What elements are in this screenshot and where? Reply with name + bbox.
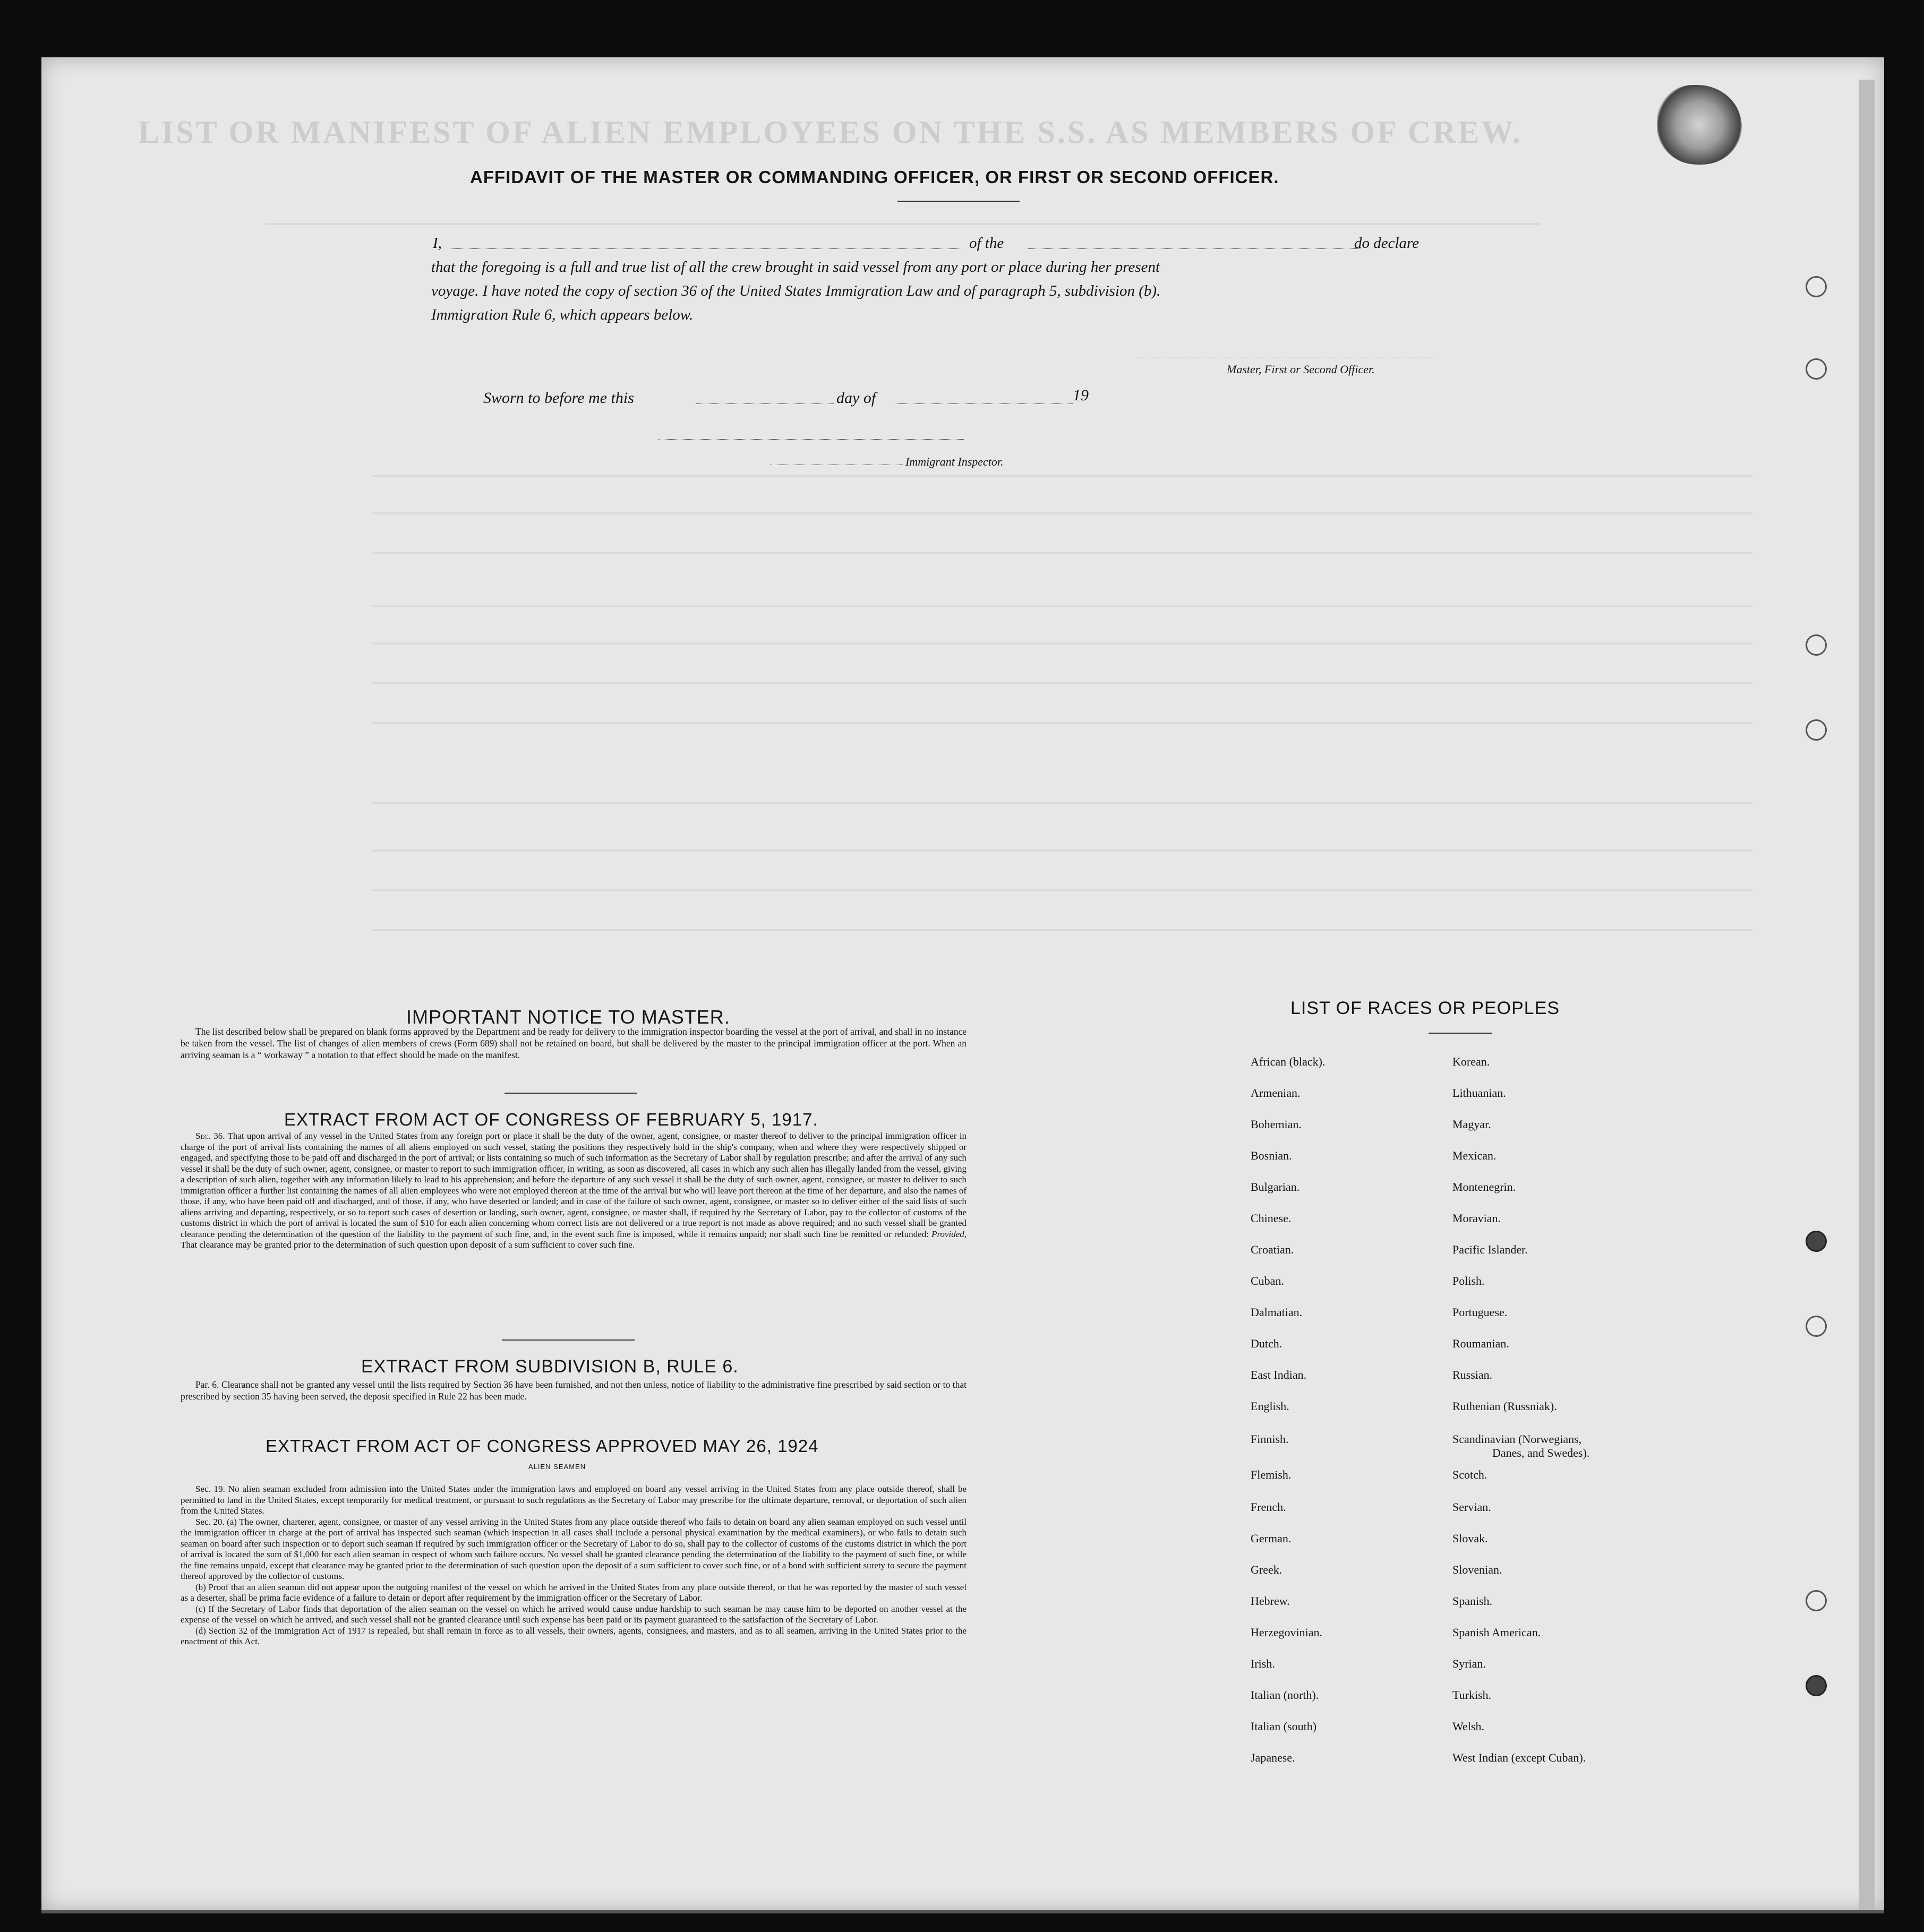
race-item: Servian. — [1452, 1500, 1491, 1514]
sec-20c-paragraph: (c) If the Secretary of Labor finds that deportation of the alien seaman on the vessel on which he arrived would cause undue hardship to such seaman he may cause him to be deported on another vessel at the expense of the vessel on which he arrived, and such vessel shall not be granted clearance until such expense has been paid or its payment guaranteed to the satisfaction of the Secretary of Labor. — [181, 1603, 967, 1625]
bleed-through-row — [372, 682, 1752, 684]
race-item: Spanish. — [1452, 1594, 1493, 1608]
punch-hole — [1806, 1675, 1827, 1696]
bleed-through-row — [372, 512, 1752, 514]
bleed-through-title: LIST OR MANIFEST OF ALIEN EMPLOYEES ON THE S.S. AS MEMBERS OF CREW. — [138, 115, 1523, 150]
sec-36-body: That upon arrival of any vessel in the United States from any foreign port or place it shall be the duty of the owner, agent, consignee, or master thereof to deliver to the principal immigration officer in charge of the port of arrival lists containing the names of all aliens employed on such vessel, stating the positions they respectively hold in the ship's company, when and where they were respectively shipped or engaged, and specifying those to be paid off and discharged in the port of arrival; or lists containing so much of such information as the Secretary of Labor shall by regulation prescribe; and after the arrival of any such vessel it shall be the duty of such owner, agent, consignee, or master to report to such immigration officer, in writing, as soon as discovered, all cases in which any such alien has illegally landed from the vessel, giving a description of such alien, together with any information likely to lead to his apprehension; and before the departure of any such vessel it shall be the duty of such owner, agent, consignee, or master to deliver to such immigration officer a further list containing the names of all alien employees who were not employed thereon at the time of the arrival but who will leave port thereon at the time of her departure, and also the names of those, if any, who have been paid off and discharged, and of those, if any, who have deserted or landed; and in case of the failure of such owner, agent, consignee, or master so to deliver either of the said lists of such aliens arriving and departing, respectively, or so to report such cases of desertion or landing, such owner, agent, consignee, or master shall, if required by the Secretary of Labor, pay to the collector of customs of the customs district in which the port of arrival is located the sum of $10 for each alien concerning whom correct lists are not delivered or a true report is not made as above required; and no such vessel shall be granted clearance pending the determination of the question of the liability to the payment of such fine, and, in the event such fine is imposed, while it remains unpaid; nor shall such fine be remitted or refunded: — [181, 1131, 967, 1239]
punch-hole — [1806, 634, 1827, 656]
affidavit-title: AFFIDAVIT OF THE MASTER OR COMMANDING OFFICER, OR FIRST OR SECOND OFFICER. — [470, 167, 1279, 187]
bleed-through-row — [372, 605, 1752, 607]
punch-hole — [1806, 276, 1827, 297]
affidavit-i: I, — [433, 235, 442, 252]
affidavit-line-3: Immigration Rule 6, which appears below. — [431, 306, 694, 323]
races-title: LIST OF RACES OR PEOPLES — [1290, 998, 1560, 1018]
race-item: Cuban. — [1251, 1274, 1284, 1287]
page-edge-bottom — [41, 1910, 1884, 1913]
race-item: French. — [1251, 1500, 1286, 1514]
race-item: Flemish. — [1251, 1468, 1292, 1481]
extract-1924-text — [181, 1484, 967, 1647]
sworn-month-line[interactable] — [895, 403, 1073, 404]
race-item: Korean. — [1452, 1055, 1490, 1068]
sec-20a-paragraph: Sec. 20. (a) The owner, charterer, agent, consignee, or master of any vessel arriving in the United States from any place outside thereof who fails to detain on board any alien seaman employed on such vessel until the immigration officer in charge at the port of arrival has inspected such seaman (which inspection in all cases shall include a personal physical examination by the medical examiners), or who fails to detain such seaman on board after such inspection or to deport such seaman if required by such immigration officer or the Secretary of Labor to do so, shall pay to the collector of customs of the customs district in which the port of arrival is located the sum of $1,000 for each alien seaman in respect of whom such failure occurs. No vessel shall be granted clearance pending the determination of the liability to the payment of such fine, or while the fine remains unpaid, except that clearance may be granted prior to the determination of such question upon the deposit of a sum sufficient to cover such fine, or of a bond with sufficient surety to secure the payment thereof approved by the collector of customs. — [181, 1516, 967, 1581]
race-item: Moravian. — [1452, 1212, 1501, 1225]
race-item: Armenian. — [1251, 1086, 1301, 1100]
race-item: Croatian. — [1251, 1243, 1294, 1256]
race-item: Roumanian. — [1452, 1337, 1509, 1350]
race-item: West Indian (except Cuban). — [1452, 1751, 1586, 1764]
race-item: Scotch. — [1452, 1468, 1487, 1481]
extract-1924-title: EXTRACT FROM ACT OF CONGRESS APPROVED MAY 26, 1924 — [266, 1436, 819, 1456]
race-item: Dutch. — [1251, 1337, 1282, 1350]
bleed-through-row — [372, 552, 1752, 554]
race-item: Slovenian. — [1452, 1563, 1502, 1576]
extract-rule6-text — [181, 1379, 967, 1402]
race-item: Montenegrin. — [1452, 1180, 1516, 1193]
bleed-through-row — [372, 889, 1752, 891]
extract-1917-text — [181, 1131, 967, 1251]
races-divider — [1429, 1033, 1492, 1034]
race-item: Herzegovinian. — [1251, 1626, 1322, 1639]
year-prefix: 19 — [1073, 387, 1089, 404]
extract-rule6-title: EXTRACT FROM SUBDIVISION B, RULE 6. — [361, 1356, 739, 1377]
bleed-through-row — [372, 802, 1752, 804]
page-edge-right — [1859, 80, 1875, 1911]
punch-hole — [1806, 1590, 1827, 1611]
sworn-text: Sworn to before me this — [483, 389, 634, 407]
inspector-label: Immigrant Inspector. — [905, 455, 1004, 468]
race-item: Japanese. — [1251, 1751, 1295, 1764]
bleed-through-row — [372, 475, 1752, 477]
race-item: Danes, and Swedes). — [1492, 1446, 1590, 1459]
notice-divider — [504, 1093, 637, 1094]
race-item: Bohemian. — [1251, 1118, 1302, 1131]
master-label: Master, First or Second Officer. — [1227, 363, 1375, 376]
race-item: Portuguese. — [1452, 1306, 1508, 1319]
affidavit-line-2: voyage. I have noted the copy of section 36 of the United States Immigration Law and of paragraph 5, subdivision (b). — [431, 282, 1161, 299]
sec-20d-paragraph: (d) Section 32 of the Immigration Act of 1917 is repealed, but shall remain in force as to all vessels, their owners, agents, consignees, and masters, and as to all seamen, arriving in the United States prior to the enactment of this Act. — [181, 1625, 967, 1646]
race-item: Finnish. — [1251, 1432, 1289, 1446]
race-item: Scandinavian (Norwegians, — [1452, 1432, 1582, 1446]
par-6-body: Clearance shall not be granted any vessel until the lists required by Section 36 have been furnished, and not then unless, notice of liability to the administrative fine prescribed by said section or to that prescribed by section 35 having been served, the deposit specified in Rule 22 has been made. — [181, 1379, 967, 1402]
bleed-through-row — [372, 929, 1752, 931]
affidavit-do-declare: do declare — [1354, 235, 1420, 252]
affidavit-of-the: of the — [969, 235, 1004, 252]
provided-label: Provided, — [931, 1229, 967, 1239]
race-item: East Indian. — [1251, 1368, 1307, 1381]
race-item: Lithuanian. — [1452, 1086, 1506, 1100]
race-item: English. — [1251, 1399, 1289, 1413]
race-item: Turkish. — [1452, 1688, 1492, 1702]
alien-seamen-subtitle: ALIEN SEAMEN — [528, 1463, 586, 1471]
race-item: Irish. — [1251, 1657, 1275, 1670]
bleed-through-row — [372, 642, 1752, 645]
extract-1917-title: EXTRACT FROM ACT OF CONGRESS OF FEBRUARY 5, 1917. — [284, 1110, 818, 1129]
race-item: Pacific Islander. — [1452, 1243, 1528, 1256]
race-item: Dalmatian. — [1251, 1306, 1303, 1319]
bleed-through-row — [266, 223, 1540, 225]
notice-title: IMPORTANT NOTICE TO MASTER. — [406, 1006, 730, 1028]
race-item: Greek. — [1251, 1563, 1282, 1576]
extract-1917-divider — [502, 1339, 635, 1341]
inspector-signature-line[interactable] — [659, 439, 964, 440]
race-item: Hebrew. — [1251, 1594, 1290, 1608]
notice-text — [181, 1026, 967, 1061]
notice-paragraph: The list described below shall be prepared on blank forms approved by the Department and be ready for delivery to the immigration inspector boarding the vessel at the port of arrival, and shall in no instance be taken from the vessel. The list of changes of alien members of crews (Form 689) shall not be retained on board, but shall be delivered by the master to the principal immigration officer at the port. When an arriving seaman is a “ workaway ” a notation to that effect should be made on the manifest. — [181, 1026, 967, 1060]
sec-36-end: That clearance may be granted prior to the determination of such question upon deposit of a sum sufficient to cover such fine. — [181, 1240, 635, 1250]
punch-hole — [1806, 1231, 1827, 1252]
race-item: Italian (north). — [1251, 1688, 1319, 1702]
race-item: Syrian. — [1452, 1657, 1486, 1670]
day-of-text: day of — [836, 389, 876, 407]
race-item: Spanish American. — [1452, 1626, 1541, 1639]
punch-hole — [1806, 719, 1827, 741]
race-item: Magyar. — [1452, 1118, 1491, 1131]
race-item: African (black). — [1251, 1055, 1326, 1068]
sec-36-label: Sec. 36. — [195, 1131, 225, 1141]
bleed-through-row — [372, 722, 1752, 724]
race-item: Bulgarian. — [1251, 1180, 1300, 1193]
punch-hole — [1806, 1316, 1827, 1337]
race-item: German. — [1251, 1532, 1292, 1545]
race-item: Bosnian. — [1251, 1149, 1292, 1162]
race-item: Russian. — [1452, 1368, 1493, 1381]
affidavit-divider — [897, 201, 1020, 202]
race-item: Slovak. — [1452, 1532, 1488, 1545]
race-item: Italian (south) — [1251, 1720, 1317, 1733]
vessel-blank-line[interactable] — [1028, 248, 1362, 249]
race-item: Chinese. — [1251, 1212, 1292, 1225]
race-item: Welsh. — [1452, 1720, 1484, 1733]
sec-20b-paragraph: (b) Proof that an alien seaman did not appear upon the outgoing manifest of the vessel on which he arrived in the United States from any place outside thereof, or that he was reported by the master of such vessel as a deserter, shall be prima facie evidence of a failure to detain or deport after requirement by the immigration officer or the Secretary of Labor. — [181, 1582, 967, 1603]
par-6-label: Par. 6. — [195, 1379, 219, 1390]
sworn-day-line[interactable] — [696, 403, 834, 404]
sec-19-paragraph: Sec. 19. No alien seaman excluded from admission into the United States under the immigration laws and employed on board any vessel arriving in the United States from any place outside thereof, shall be permitted to land in the United States, except temporarily for medical treatment, or pursuant to such regulations as the Secretary of Labor may prescribe for the ultimate departure, removal, or deportation of such alien from the United States. — [181, 1484, 967, 1516]
punch-hole — [1806, 358, 1827, 380]
affidavit-line-1: that the foregoing is a full and true list of all the crew brought in said vessel from any port or place during her present — [431, 259, 1160, 276]
race-item: Ruthenian (Russniak). — [1452, 1399, 1557, 1413]
bleed-through-row — [372, 849, 1752, 852]
name-blank-line[interactable] — [451, 248, 961, 249]
race-item: Mexican. — [1452, 1149, 1497, 1162]
race-item: Polish. — [1452, 1274, 1485, 1287]
